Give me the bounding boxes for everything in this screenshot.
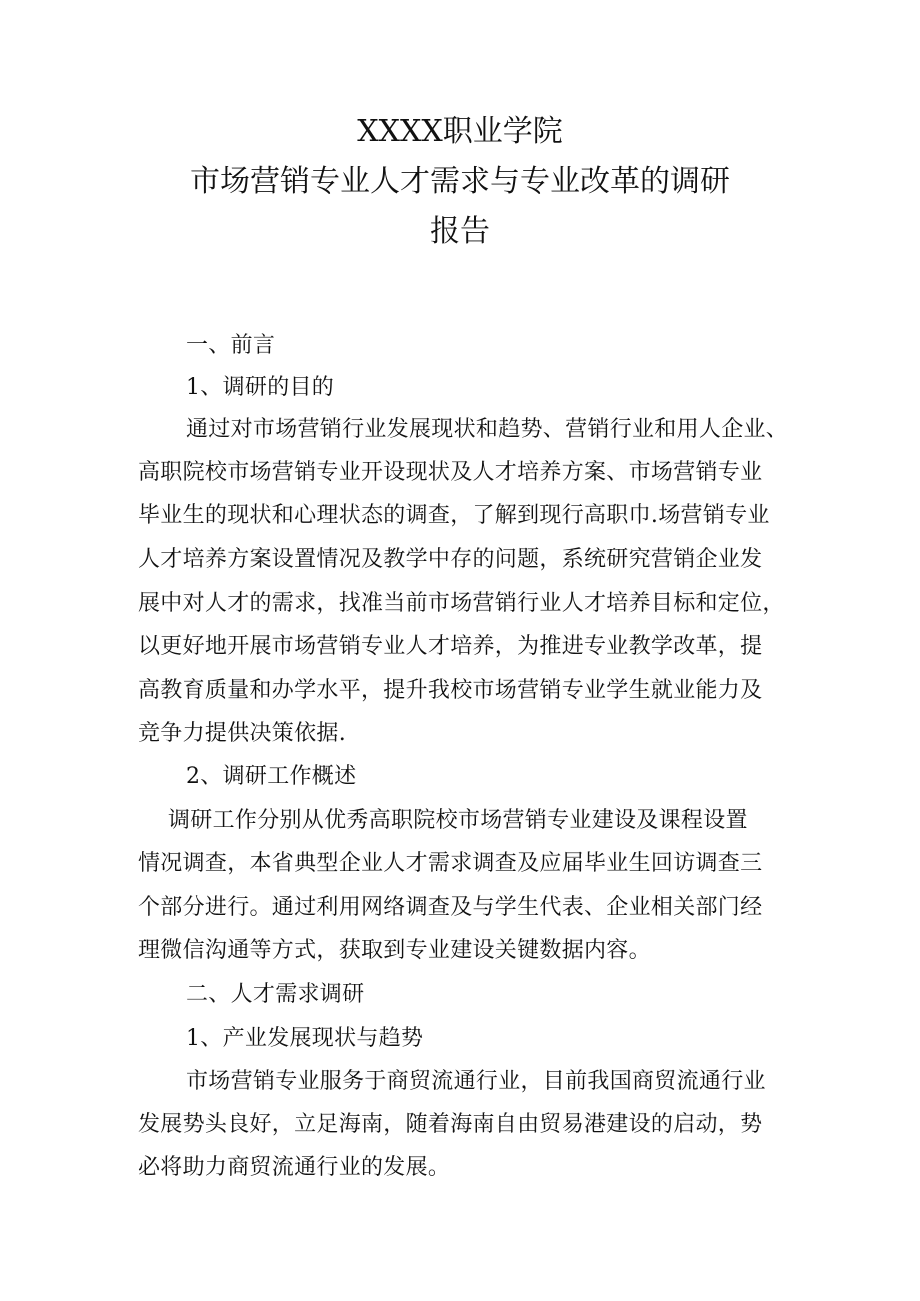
paragraph-line: 高职院校市场营销专业开设现状及人才培养方案、市场营销专业	[138, 460, 763, 485]
paragraph-line: 竞争力提供决策依据.	[138, 721, 346, 746]
paragraph-line: 个部分进行。通过利用网络调查及与学生代表、企业相关部门经	[138, 895, 763, 920]
paragraph-line: 毕业生的现状和心理状态的调查，了解到现行高职巾.场营销专业	[138, 503, 770, 528]
paragraph-line: 通过对市场营销行业发展现状和趋势、营销行业和用人企业、	[186, 417, 789, 442]
paragraph-line: 发展势头良好，立足海南，随着海南自由贸易港建设的启动，势	[138, 1112, 763, 1137]
subsection-heading-industry: 1、产业发展现状与趋势	[186, 1026, 424, 1051]
section-heading-talent-demand: 二、人才需求调研	[186, 982, 365, 1007]
paragraph-line: 人才培养方案设置情况及教学中存的问题，系统研究营销企业发	[138, 547, 763, 572]
paragraph-line: 理微信沟通等方式，获取到专业建设关键数据内容。	[138, 938, 651, 963]
document-title-line-1: XXXX职业学院	[357, 114, 563, 149]
subsection-heading-purpose: 1、调研的目的	[186, 375, 335, 400]
paragraph-line: 展中对人才的需求，找准当前市场营销行业人才培养目标和定位，	[138, 591, 785, 616]
document-title-line-2: 市场营销专业人才需求与专业改革的调研	[190, 164, 730, 199]
paragraph-line: 以更好地开展市场营销专业人才培养，为推进专业教学改革，提	[138, 634, 763, 659]
section-heading-preface: 一、前言	[186, 333, 276, 358]
document-title-line-3: 报告	[430, 214, 490, 249]
paragraph-line: 调研工作分别从优秀高职院校市场营销专业建设及课程设置	[168, 808, 748, 833]
paragraph-line: 情况调查，本省典型企业人才需求调查及应届毕业生回访调查三	[138, 851, 763, 876]
paragraph-line: 市场营销专业服务于商贸流通行业，目前我国商贸流通行业	[186, 1069, 766, 1094]
paragraph-line: 高教育质量和办学水平，提升我校市场营销专业学生就业能力及	[138, 678, 763, 703]
paragraph-line: 必将助力商贸流通行业的发展。	[138, 1155, 451, 1180]
subsection-heading-overview: 2、调研工作概述	[186, 764, 357, 789]
